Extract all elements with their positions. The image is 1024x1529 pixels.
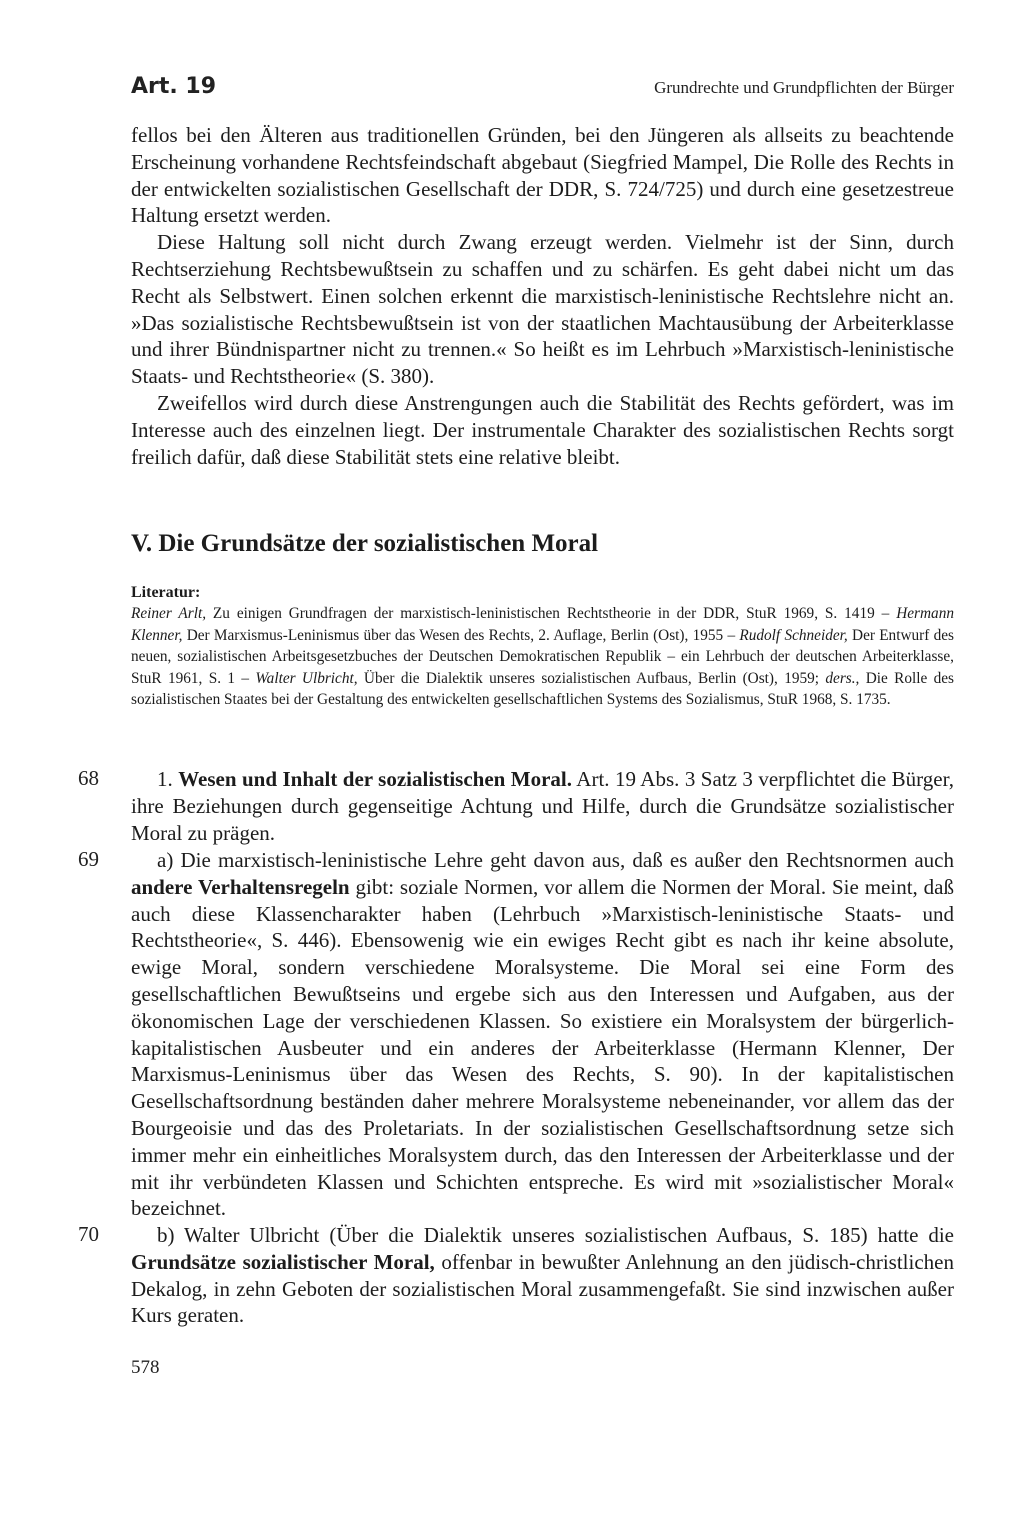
article-number: Art. 19 — [131, 74, 217, 99]
paragraph-text: a) Die marxistisch-leninistische Lehre geht davon aus, daß es außer den Rechtsnormen auch — [157, 848, 954, 872]
literature-author: ders., — [825, 669, 860, 687]
literature-entry: Der Entwurf des neuen, sozialistischen Arbeitsgesetzbuches der Deutschen Demokratischen Republik – ein Lehrbuch der deutschen Arbeiterklasse, StuR 1961, S. 1 – — [131, 626, 954, 687]
literature-author: Rudolf Schneider, — [739, 626, 848, 644]
paragraph-text: b) Walter Ulbricht (Über die Dialektik unseres sozialistischen Aufbaus, S. 185) hatte die — [157, 1223, 954, 1247]
paragraph-text: offenbar in bewußter Anlehnung an den jüdisch-christlichen Dekalog, in zehn Geboten der sozialistischen Moral zusammengefaßt. Sie sind inzwischen außer Kurs geraten. — [131, 1249, 954, 1328]
paragraph-keyword: Wesen und Inhalt der sozialistischen Moral. — [178, 767, 573, 791]
literature-author: Walter Ulbricht, — [255, 669, 358, 687]
margin-number-69: 69 — [78, 847, 99, 871]
literature-entry: Der Marxismus-Leninismus über das Wesen des Rechts, 2. Auflage, Berlin (Ost), 1955 – — [182, 626, 740, 644]
page-number: 578 — [131, 1357, 160, 1378]
paragraph-68 — [131, 766, 954, 846]
intro-paragraph-2: Diese Haltung soll nicht durch Zwang erzeugt werden. Vielmehr ist der Sinn, durch Rechtserziehung Rechtsbewußtsein zu schaffen und zu schärfen. Es geht dabei nicht um das Recht als Selbstwert. Einen solchen erkennt die marxistisch-leninistische Rechtslehre nicht an. »Das sozialistische Rechtsbewußtsein ist von der staatlichen Machtausübung der Arbeiterklasse und ihrer Bündnispartner nicht zu trennen.« So heißt es im Lehrbuch »Marxistisch-leninistische Staats- und Rechtstheorie« (S. 380). — [131, 230, 954, 389]
intro-paragraph-3: Zweifellos wird durch diese Anstrengungen auch die Stabilität des Rechts gefördert, was im Interesse auch des einzelnen liegt. Der instrumentale Charakter des sozialistischen Rechts sorgt freilich dafür, daß diese Stabilität stets eine relative bleibt. — [131, 390, 954, 469]
intro-paragraph-1: fellos bei den Älteren aus traditionellen Gründen, bei den Jüngeren als allseits zu beachtende Erscheinung vorhandene Rechtsfeindschaft abgebaut (Siegfried Mampel, Die Rolle des Rechts in der entwickelten sozialistischen Gesellschaft der DDR, S. 724/725) und durch eine gesetzestreue Haltung ersetzt werden. — [131, 123, 954, 228]
paragraph-69 — [131, 847, 954, 1222]
literature-author: Hermann Klenner, — [131, 605, 954, 644]
paragraph-text: gibt: soziale Normen, vor allem die Normen der Moral. Sie meint, daß auch diese Klassencharakter haben (Lehrbuch »Marxistisch-leninistische Staats- und Rechtstheorie«, S. 446). Ebensowenig wie ein ewiges Recht gibt es nach ihr keine absolute, ewige Moral, sondern verschiedene Moralsysteme. Die Moral sei eine Form des gesellschaftlichen Bewußtseins und ergebe sich aus den Interessen und Aufgaben, aus der ökonomischen Lage der verschiedenen Klassen. So existiere ein Moralsystem der bürgerlich-kapitalistischen Ausbeuter und ein anderes der Arbeiterklasse (Hermann Klenner, Der Marxismus-Leninismus über das Wesen des Rechts, S. 90). In der kapitalistischen Gesellschaftsordnung beständen daher mehrere Moralsysteme nebeneinander, vor allem das der Bourgeoisie und das des Proletariats. In der sozialistischen Gesellschaftsordnung setze sich immer mehr ein einheitliches Moralsystem durch, das den Interessen der Arbeiterklasse und der mit ihr verbündeten Klassen und Schichten entspreche. Es wird mit »sozialistischer Moral« bezeichnet. — [131, 874, 955, 1221]
section-heading: V. Die Grundsätze der sozialistischen Moral — [131, 530, 599, 557]
literature-entry: Die Rolle des sozialistischen Staates bei der Gestaltung des entwickelten gesellschaftlichen Systems des Sozialismus, StuR 1968, S. 1735. — [131, 669, 955, 709]
running-title: Grundrechte und Grundpflichten der Bürger — [654, 78, 954, 97]
literature-entry: Über die Dialektik unseres sozialistischen Aufbaus, Berlin (Ost), 1959; — [357, 669, 826, 687]
paragraph-text: Art. 19 Abs. 3 Satz 3 verpflichtet die Bürger, ihre Beziehungen durch gegenseitige Achtung und Hilfe, durch die Grundsätze sozialistischer Moral zu prägen. — [131, 767, 954, 845]
margin-number-70: 70 — [78, 1222, 99, 1246]
literature-author: Reiner Arlt, — [131, 605, 207, 622]
paragraph-keyword: Grundsätze sozialistischer Moral, — [131, 1249, 435, 1274]
margin-number-68: 68 — [78, 766, 99, 790]
intro-text — [131, 122, 954, 470]
paragraph-text: 1. — [157, 767, 179, 791]
literature-list — [131, 603, 954, 711]
paragraph-70 — [131, 1222, 954, 1329]
literature-heading: Literatur: — [131, 584, 201, 601]
literature-entry: Zu einigen Grundfragen der marxistisch-leninistischen Rechtstheorie in der DDR, StuR 1969, S. 1419 – — [206, 605, 897, 622]
paragraph-keyword: andere Verhaltensregeln — [131, 874, 350, 899]
